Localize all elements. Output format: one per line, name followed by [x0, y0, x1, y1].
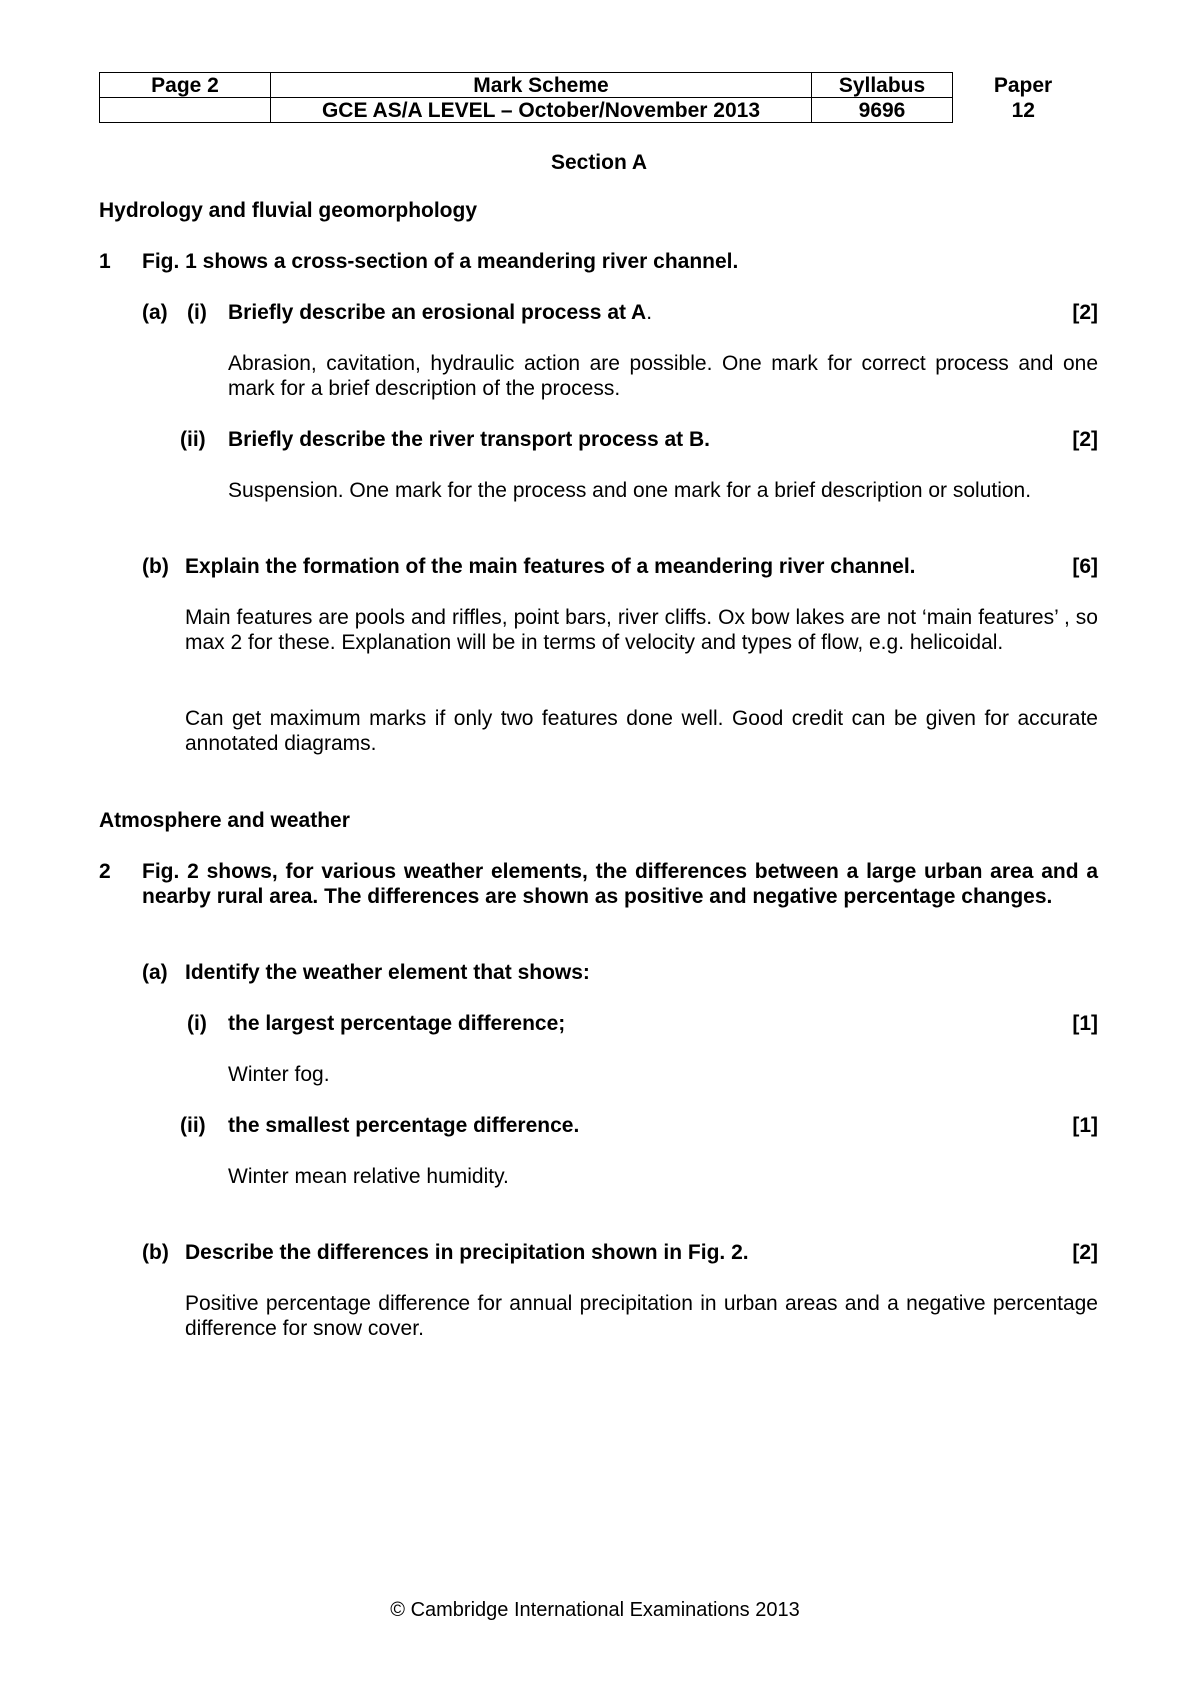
header-title: Mark Scheme — [271, 73, 812, 98]
q2-number: 2 — [99, 860, 111, 883]
header-paper-number: 12 — [1011, 98, 1035, 122]
q1-number: 1 — [99, 250, 111, 273]
q2b-answer: Positive percentage difference for annual precipitation in urban areas and a negative percentage difference for snow cover. — [185, 1292, 1098, 1340]
header-empty-cell — [100, 98, 271, 123]
header-table — [99, 72, 1094, 123]
q1ai-question-line — [228, 300, 652, 325]
q2ai-question: the largest percentage difference; — [228, 1012, 566, 1035]
q2ai-marks: [1] — [1072, 1012, 1098, 1035]
q2-stem: Fig. 2 shows, for various weather elements, the differences between a large urban area and a nearby rural area. The differences are shown as positive and negative percentage changes. — [142, 860, 1098, 908]
q2ai-label: (i) — [187, 1012, 207, 1035]
q2a-question: Identify the weather element that shows: — [185, 961, 590, 984]
section-title: Section A — [550, 151, 648, 174]
q2aii-label: (ii) — [180, 1114, 206, 1137]
q1b-answer-1: Main features are pools and riffles, point bars, river cliffs. Ox bow lakes are not ‘main features’ , so max 2 for these. Explanation will be in terms of velocity and types of flow, e.g. helicoidal. — [185, 606, 1098, 654]
header-syllabus-label: Syllabus — [812, 73, 953, 98]
q2ai-answer: Winter fog. — [228, 1063, 330, 1086]
q1b-label: (b) — [142, 555, 169, 578]
header-paper-label: Paper — [993, 73, 1053, 97]
q1b-question: Explain the formation of the main features of a meandering river channel. — [185, 555, 916, 578]
header-exam: GCE AS/A LEVEL – October/November 2013 — [271, 98, 812, 123]
topic-heading-atmosphere: Atmosphere and weather — [99, 809, 350, 832]
q1aii-label: (ii) — [180, 428, 206, 451]
q1aii-question: Briefly describe the river transport process at B. — [228, 428, 711, 451]
q2aii-question: the smallest percentage difference. — [228, 1114, 580, 1137]
q2a-label: (a) — [142, 961, 168, 984]
q1ai-question: Briefly describe an erosional process at A — [228, 301, 647, 324]
q2b-label: (b) — [142, 1241, 169, 1264]
q1aii-marks: [2] — [1072, 428, 1098, 451]
topic-heading-hydrology: Hydrology and fluvial geomorphology — [99, 199, 478, 222]
q1ai-period: . — [646, 301, 653, 324]
q1ai-answer: Abrasion, cavitation, hydraulic action are possible. One mark for correct process and one mark for a brief description of the process. — [228, 352, 1098, 400]
q2b-question: Describe the differences in precipitation shown in Fig. 2. — [185, 1241, 749, 1264]
q2aii-marks: [1] — [1072, 1114, 1098, 1137]
q2b-marks: [2] — [1072, 1241, 1098, 1264]
q1a-label: (a) — [142, 301, 168, 324]
header-syllabus-code: 9696 — [812, 98, 953, 123]
q1aii-answer: Suspension. One mark for the process and one mark for a brief description or solution. — [228, 479, 1032, 502]
header-page: Page 2 — [100, 73, 271, 98]
q1b-marks: [6] — [1072, 555, 1098, 578]
q1ai-label: (i) — [187, 301, 207, 324]
q2aii-answer: Winter mean relative humidity. — [228, 1165, 509, 1188]
q1ai-marks: [2] — [1072, 301, 1098, 324]
q1-stem: Fig. 1 shows a cross-section of a meandering river channel. — [142, 250, 739, 273]
footer-copyright: © Cambridge International Examinations 2013 — [390, 1599, 800, 1621]
q1b-answer-2: Can get maximum marks if only two features done well. Good credit can be given for accurate annotated diagrams. — [185, 707, 1098, 755]
